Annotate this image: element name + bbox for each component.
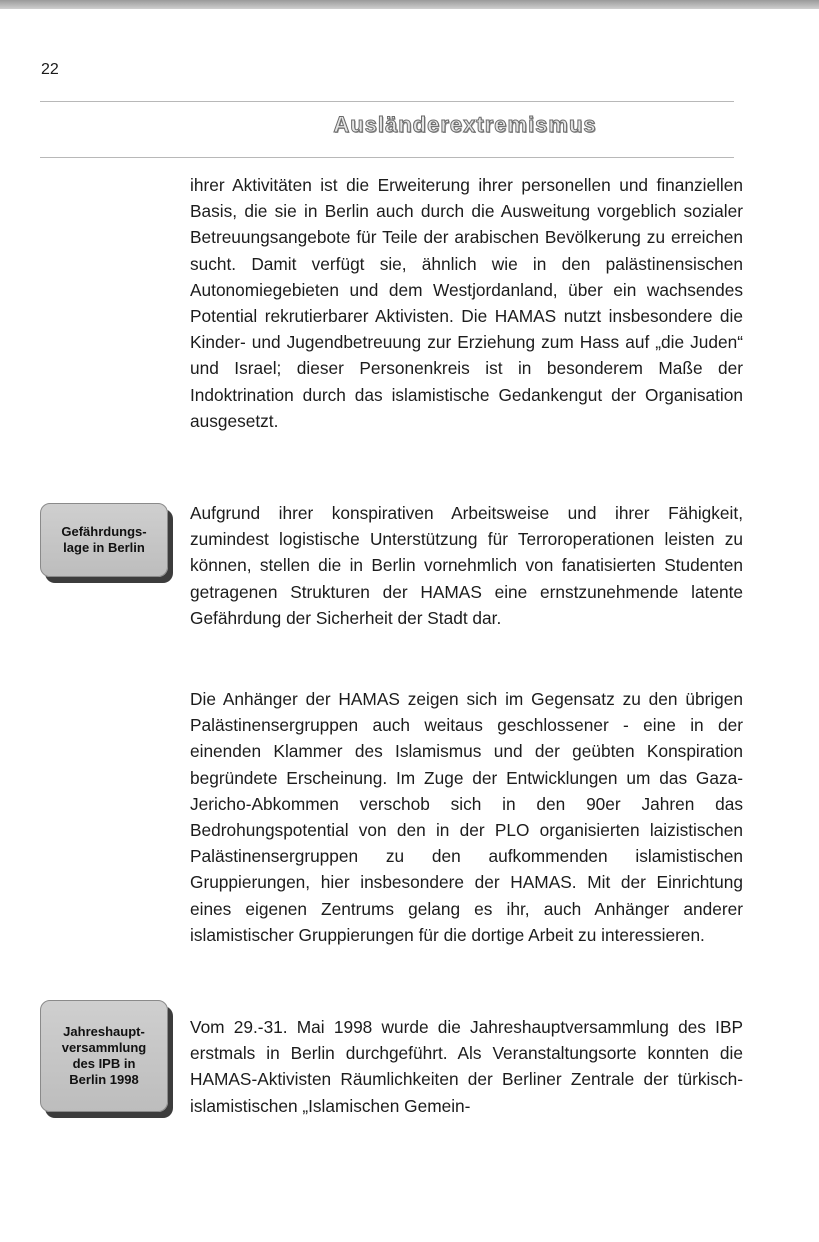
page-number: 22 [41,61,59,78]
body-paragraph-1: ihrer Aktivitäten ist die Erweiterung ihrer personellen und finanziellen Basis, die sie in Berlin auch durch die Ausweitung vorgeblich sozialer Betreuungsangebote für Teile der arabischen Bevölkerung zu erreichen sucht. Damit verfügt sie, ähnlich wie in den palästinensischen Autonomiegebieten und dem Westjordanland, über ein wachsendes Potential rekrutierbarer Aktivisten. Die HAMAS nutzt insbesondere die Kinder- und Jugendbetreuung zur Erziehung zum Hass auf „die Juden“ und Israel; dieser Personenkreis ist in besonderem Maße der Indoktrination durch das islamistische Gedankengut der Organisation ausgesetzt. [190,175,743,431]
header-rule-bottom [40,157,734,158]
margin-note-text: Jahreshaupt- versammlung des IPB in Berlin 1998 [61,1024,147,1087]
page-top-edge [0,0,819,9]
margin-note-gefaehrdungslage [40,503,168,577]
running-header-title: Ausländerextremismus [333,112,597,137]
header-rule-top [40,101,734,102]
body-paragraph-3: Die Anhänger der HAMAS zeigen sich im Gegensatz zu den übrigen Palästinensergruppen auch weitaus geschlossener - eine in der einenden Klammer des Islamismus und der geübten Konspiration begründete Erscheinung. Im Zuge der Entwicklungen um das Gaza-Jericho-Abkommen verschob sich in den 90er Jahren das Bedrohungspotential von den in der PLO organisierten laizistischen Palästinensergruppen zu den aufkommenden islamistischen Gruppierungen, hier insbesondere der HAMAS. Mit der Einrichtung eines eigenen Zentrums gelang es ihr, auch Anhänger anderer islamistischer Gruppierungen für die dortige Arbeit zu interessieren. [190,689,743,945]
body-paragraph-4: Vom 29.-31. Mai 1998 wurde die Jahreshauptversammlung des IBP erstmals in Berlin durchgeführt. Als Veranstaltungsorte konnten die HAMAS-Aktivisten Räumlichkeiten der Berliner Zentrale der türkisch-islamistischen „Islamischen Gemein- [190,1017,743,1116]
body-paragraph-2: Aufgrund ihrer konspirativen Arbeitsweise und ihrer Fähigkeit, zumindest logistische Unterstützung für Terroroperationen leisten zu können, stellen die in Berlin vornehmlich von fanatisierten Studenten getragenen Strukturen der HAMAS eine ernstzunehmende latente Gefährdung der Sicherheit der Stadt dar. [190,503,743,628]
margin-note-jahreshauptversammlung [40,1000,168,1112]
margin-note-text: Gefährdungs- lage in Berlin [61,524,147,555]
